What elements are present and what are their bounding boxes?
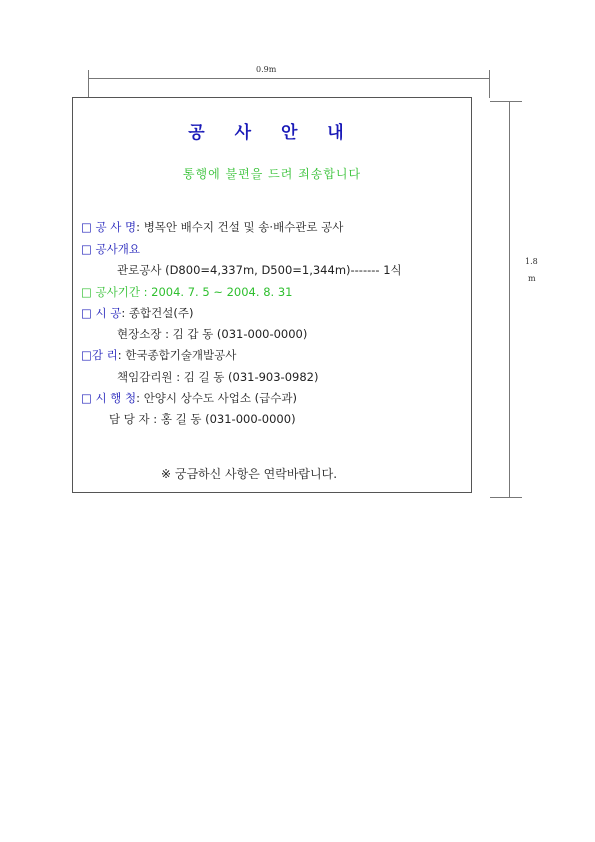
construction-notice-panel: [72, 97, 472, 493]
executing-agency-row: [81, 390, 297, 406]
project-name-row: [81, 219, 343, 235]
supervision-value: : 한국종합기술개발공사: [117, 348, 237, 362]
project-name-value: : 병목안 배수지 건설 및 송·배수관로 공사: [136, 220, 344, 234]
height-dimension-tick-bottom: [490, 497, 522, 498]
contractor-label: □ 시 공: [81, 306, 122, 320]
notice-title: 공 사 안 내: [188, 123, 356, 143]
project-overview-label: □ 공사개요: [81, 242, 140, 256]
height-dimension-tick-top: [490, 101, 522, 102]
executing-agency-value: : 안양시 상수도 사업소 (급수과): [136, 391, 297, 405]
project-overview-detail: 관로공사 (D800=4,337m, D500=1,344m)------- 1식: [117, 263, 402, 277]
contractor-value: : 종합건설(주): [121, 306, 194, 320]
executing-agency-label: □ 시 행 청: [81, 391, 137, 405]
height-dimension-line: [509, 101, 510, 497]
chief-supervisor-row: 책임감리원 : 김 길 동 (031-903-0982): [117, 370, 319, 384]
contact-footer: ※ 궁금하신 사항은 연락바랍니다.: [161, 467, 338, 481]
supervision-row: [81, 347, 236, 363]
height-dimension-label-number: 1.8: [525, 257, 538, 266]
width-dimension-line: [88, 78, 489, 79]
width-dimension-tick-left: [88, 70, 89, 98]
notice-subtitle: 통행에 불편을 드려 죄송합니다: [182, 167, 362, 181]
project-overview-row: [81, 241, 140, 257]
width-dimension-tick-right: [489, 70, 490, 98]
project-period-row: □ 공사기간 : 2004. 7. 5 ~ 2004. 8. 31: [81, 285, 293, 299]
person-in-charge-row: 담 당 자 : 홍 길 동 (031-000-0000): [109, 412, 296, 426]
width-dimension-label: 0.9m: [256, 65, 277, 74]
supervision-label: □감 리: [81, 348, 118, 362]
site-manager-row: 현장소장 : 김 갑 동 (031-000-0000): [117, 327, 308, 341]
contractor-row: [81, 305, 193, 321]
height-dimension-label-unit: m: [528, 274, 536, 283]
project-name-label: □ 공 사 명: [81, 220, 137, 234]
